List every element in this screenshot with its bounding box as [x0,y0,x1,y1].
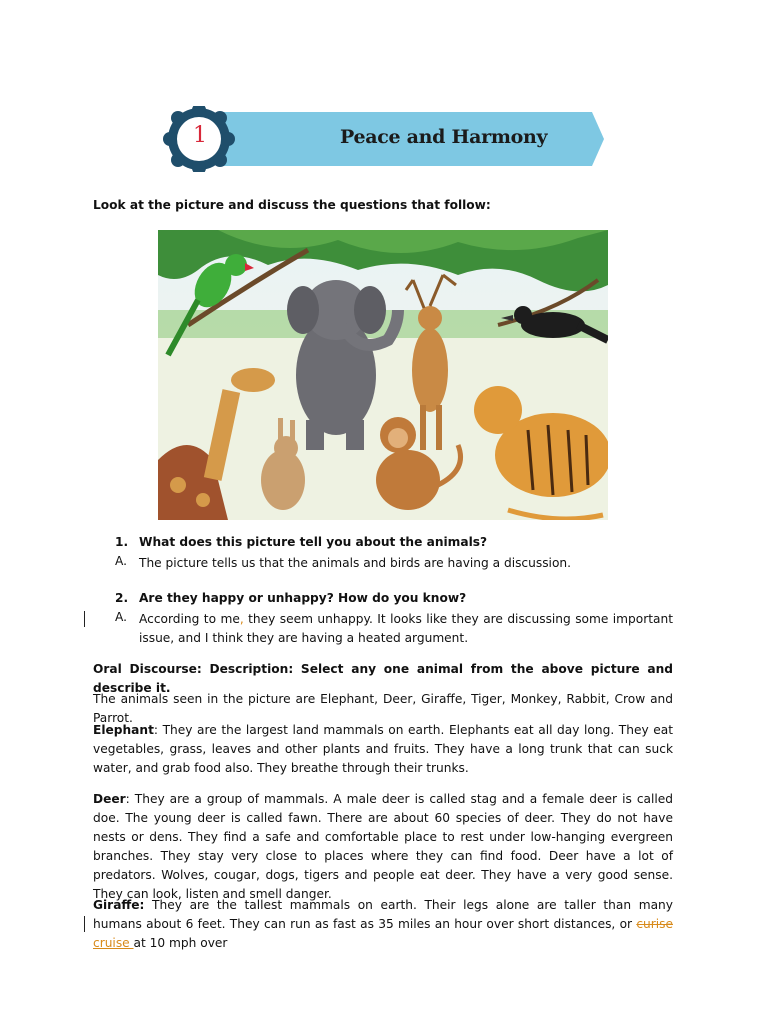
deer-paragraph [93,790,673,904]
revision-change-bar [84,611,85,627]
chapter-number: 1 [193,123,207,148]
tracked-insertion[interactable]: cruise [93,936,134,950]
answer-1-text: The picture tells us that the animals and birds are having a discussion. [139,556,572,570]
question-2-number: 2. [115,591,129,605]
elephant-paragraph [93,721,673,778]
question-1-number: 1. [115,535,129,549]
elephant-term: Elephant [93,723,154,737]
question-2-text: Are they happy or unhappy? How do you know? [139,591,467,605]
answer-2-marker: A. [115,610,127,624]
giraffe-description-start: They are the tallest mammals on earth. Their legs alone are taller than many humans about 6 feet. They can run as fast as 35 miles an hour over short distances, or [93,898,673,931]
elephant-description: : They are the largest land mammals on earth. Elephants eat all day long. They eat vegetables, grass, leaves and other plants and fruits. They have a long trunk that can suck water, and grab food also. They breathe through their trunks. [93,723,673,775]
answer-2-text-start: According to me [139,612,240,626]
animals-seen-paragraph: The animals seen in the picture are Elephant, Deer, Giraffe, Tiger, Monkey, Rabbit, Crow and Parrot. [93,692,673,725]
answer-1-marker: A. [115,554,127,568]
chapter-title: Peace and Harmony [340,126,548,148]
oral-discourse-heading: Oral Discourse: Description: Select any one animal from the above picture and describe it. [93,662,673,695]
tracked-insert-comma[interactable]: , [239,612,244,626]
deer-term: Deer [93,792,126,806]
chapter-banner [162,106,604,172]
intro-instruction: Look at the picture and discuss the questions that follow: [93,198,491,212]
question-1-text: What does this picture tell you about the animals? [139,535,488,549]
answer-2-text-rest: they seem unhappy. It looks like they are discussing some important issue, and I think they are having a heated argument. [139,612,674,645]
giraffe-description-end: at 10 mph over [133,936,228,950]
deer-description: : They are a group of mammals. A male deer is called stag and a female deer is called doe. The young deer is called fawn. There are about 60 species of deer. They do not have nests or dens. They find a safe and comfortable place to rest under low-hanging evergreen branches. They stay very close to places where they can find food. Deer have a lot of predators. Wolves, cougar, dogs, tigers and people eat deer. They have a very good sense. They can look, listen and smell danger. [93,792,673,901]
revision-change-bar-2 [84,916,85,932]
giraffe-term: Giraffe: [93,898,145,912]
animals-discussion-illustration [158,230,608,520]
tracked-deletion[interactable]: curise [636,917,673,931]
giraffe-paragraph [93,896,673,953]
answer-2-text [139,610,673,648]
